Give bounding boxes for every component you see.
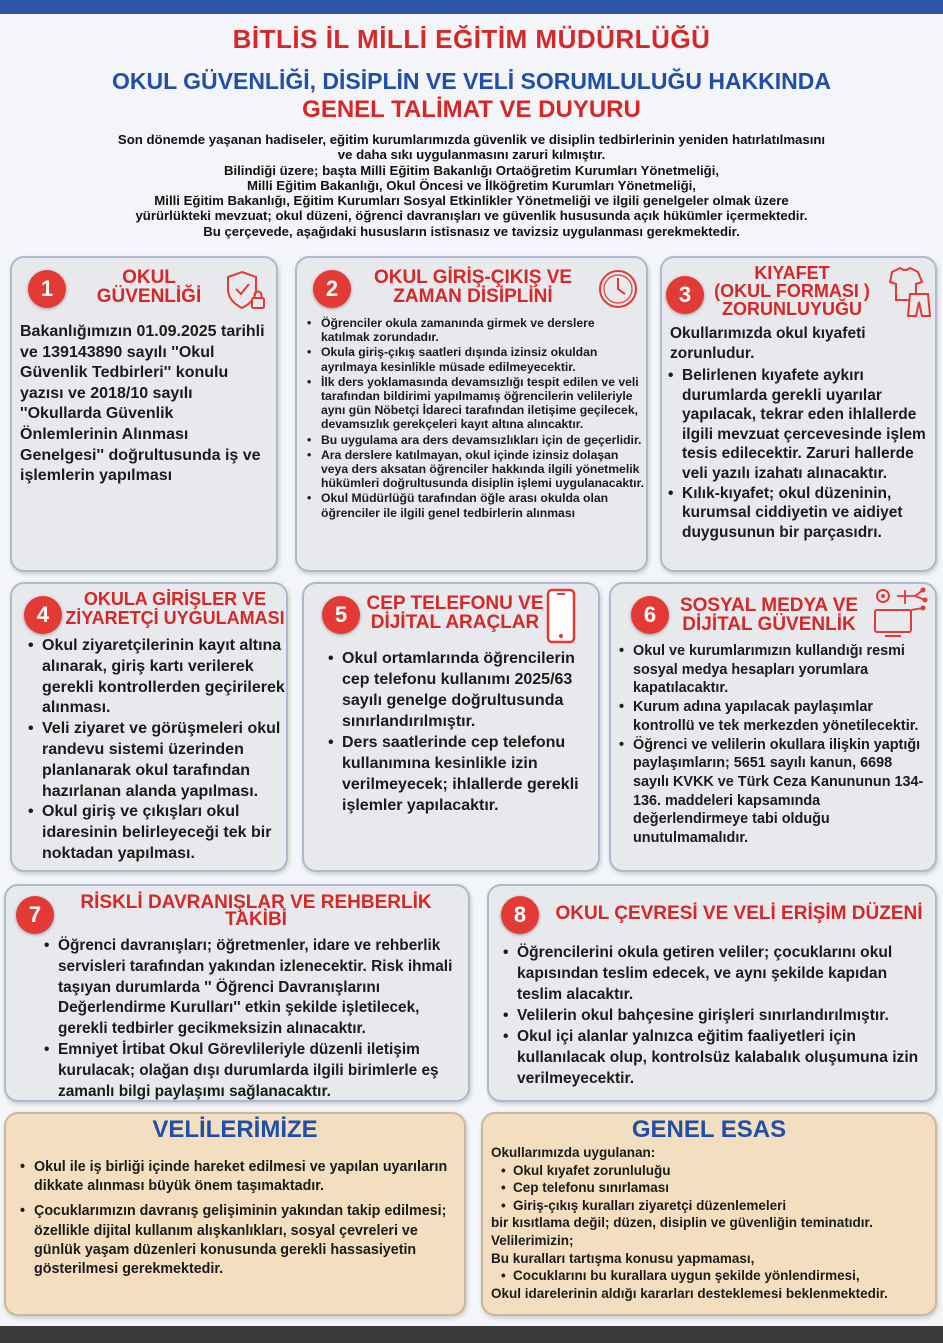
section-1-number: 1 bbox=[28, 270, 66, 308]
genel-bullet: • Okul kıyafet zorunluluğu bbox=[491, 1162, 931, 1180]
intro-line: Bilindiği üzere; başta Milli Eğitim Bakanlığı Ortaöğretim Kurumları Yönetmeliği, bbox=[223, 162, 720, 178]
bottom-bar bbox=[0, 1326, 943, 1343]
section-4-list bbox=[28, 636, 288, 865]
genel-bullet: • Cocuklarını bu kurallara uygun şekilde yönlendirmesi, bbox=[491, 1267, 931, 1285]
list-item: • Veli ziyaret ve görüşmeleri okul randevu sistemi üzerinden planlanarak okul tarafından hazırlanan alanda yapılması. bbox=[28, 719, 288, 802]
clock-icon bbox=[597, 268, 639, 310]
intro-line: yürürlükteki mevzuat; okul düzeni, öğrenci davranışları ve güvenlik hususunda açık hükümler içermektedir. bbox=[135, 208, 808, 224]
section-1-card bbox=[10, 256, 278, 572]
list-item: • Öğrencilerini okula getiren veliler; çocuklarını okul kapısından teslim edecek, ve aynı şekilde kapıdan teslim alacaktır. bbox=[503, 942, 935, 1005]
genel-line: Bu kuralları tartışma konusu yapmaması, bbox=[491, 1250, 755, 1266]
list-item: • Öğrenci davranışları; öğretmenler, idare ve rehberlik servisleri tarafından yakından izlenecektir. Risk ihmali taşıyan durumlarda '' Öğrenci Davranışlarını Değerlendirme Kurulları'' etkin şekilde işletilecek, gerekli tedbirler gecikmeksizin alınacaktır. bbox=[44, 936, 468, 1040]
section-5-title bbox=[364, 594, 546, 632]
list-item: • Çocuklarımızın davranış gelişiminin yakından takip edilmesi; özellikle dijital kullanım alışkanlıkları, sosyal çevreleri ve günlük yaşam düzenleri konusunda gerekli hassasiyetin gösterilmesi gerekmektedir. bbox=[20, 1202, 450, 1279]
section-1-title-text: OKUL GÜVENLİĞİ bbox=[96, 267, 202, 307]
section-2-title bbox=[359, 268, 587, 306]
section-6-title bbox=[671, 596, 867, 634]
section-4-number: 4 bbox=[24, 596, 62, 634]
list-item: • Ara derslere katılmayan, okul içinde izinsiz dolaşan veya ders aksatan öğrenciler hakkında ilgili yönetmelik hükümleri doğrultusunda disiplin işlemi uygulanacaktır. bbox=[307, 448, 645, 491]
genel-line: bir kısıtlama değil; düzen, disiplin ve güvenliğin teminatıdır. bbox=[491, 1215, 873, 1231]
general-principles-title: GENEL ESAS bbox=[631, 1116, 787, 1143]
section-4-title-text: OKULA GİRİŞLER VE ZİYARETÇİ UYGULAMASI bbox=[65, 589, 285, 628]
list-item: • Okul giriş ve çıkışları okul idaresinin belirleyeceği tek bir noktadan yapılması. bbox=[28, 802, 288, 864]
section-7-card bbox=[4, 884, 470, 1102]
section-4-card bbox=[10, 582, 288, 872]
list-item: • Kurum adına yapılacak paylaşımlar kontrollü ve tek merkezden yönetilecektir. bbox=[619, 698, 931, 735]
section-3-title bbox=[702, 264, 882, 318]
intro-line: Bu çerçevede, aşağıdaki hususların istisnasız ve tavizsiz uygulanması gerekmektedir. bbox=[203, 223, 740, 239]
section-6-card bbox=[609, 582, 937, 872]
network-icon bbox=[869, 586, 931, 640]
page-subtitle-2: GENEL TALİMAT VE DUYURU bbox=[302, 96, 641, 123]
genel-bullet: • Cep telefonu sınırlaması bbox=[491, 1179, 931, 1197]
list-item: • Bu uygulama ara ders devamsızlıkları için de geçerlidir. bbox=[307, 433, 645, 447]
section-8-card bbox=[487, 884, 937, 1102]
section-8-number: 8 bbox=[501, 896, 539, 934]
list-item: • Okul ortamlarında öğrencilerin cep telefonu kullanımı 2025/63 sayılı genelge doğrultusunda sınırlandırılmıştır. bbox=[328, 648, 598, 732]
section-1-text: Bakanlığımızın 01.09.2025 tarihli ve 139143890 sayılı ''Okul Güvenlik Tedbirleri'' konulu yazısı ve 2018/10 sayılı ''Okullarda Güvenlik Önlemlerinin Alınması Genelgesi'' doğrultusunda iş ve işlemlerin yapılması bbox=[20, 323, 265, 485]
parents-title: VELİLERİMİZE bbox=[152, 1116, 318, 1143]
section-2-number: 2 bbox=[313, 270, 351, 308]
section-2-card bbox=[295, 256, 648, 572]
top-accent-bar bbox=[0, 0, 943, 14]
section-7-number: 7 bbox=[16, 896, 54, 934]
genel-line: Velilerimizin; bbox=[491, 1232, 574, 1248]
section-6-title-text: SOSYAL MEDYA VE DİJİTAL GÜVENLİK bbox=[679, 595, 859, 635]
section-5-list bbox=[328, 648, 598, 816]
list-item: • Öğrenciler okula zamanında girmek ve derslere katılmak zorundadır. bbox=[307, 316, 645, 344]
section-5-number: 5 bbox=[322, 596, 360, 634]
section-1-title bbox=[84, 268, 214, 306]
intro-line: Son dönemde yaşanan hadiseler, eğitim kurumlarımızda güvenlik ve disiplin tedbirlerinin yeniden hatırlatılmasını bbox=[117, 132, 826, 147]
section-3-list bbox=[668, 366, 932, 542]
list-item: • Ders saatlerinde cep telefonu kullanımına kesinlikle izin verilmeyecek; ihlallerde gerekli işlemler yapılacaktır. bbox=[328, 732, 598, 816]
phone-icon bbox=[546, 588, 576, 644]
section-7-title bbox=[66, 894, 446, 928]
section-2-list bbox=[307, 316, 645, 521]
shield-lock-icon bbox=[222, 268, 268, 314]
list-item: • Okul ile iş birliği içinde hareket edilmesi ve yapılan uyarıların dikkate alınması büyük önem taşımaktadır. bbox=[20, 1158, 450, 1196]
list-item: • Okul Müdürlüğü tarafından öğle arası okulda olan öğrenciler ile ilgili genel tedbirlerin alınması bbox=[307, 491, 645, 519]
section-3-title-text: KIYAFET (OKUL FORMASI ) ZORUNLUYUĞU bbox=[714, 263, 870, 319]
intro-line: ve daha sıkı uygulanmasını zaruri kılmıştır. bbox=[337, 147, 606, 163]
section-2-title-text: OKUL GİRİŞ-ÇIKIŞ VE ZAMAN DİSİPLİNİ bbox=[373, 267, 573, 307]
section-6-number: 6 bbox=[631, 596, 669, 634]
section-8-title: OKUL ÇEVRESİ VE VELİ ERİŞİM DÜZENİ bbox=[555, 903, 923, 924]
parents-card bbox=[4, 1112, 466, 1316]
list-item: • Okul ve kurumlarımızın kullandığı resmi sosyal medya hesapları yorumlara kapatılacaktır. bbox=[619, 642, 931, 698]
genel-line: Okullarımızda uygulanan: bbox=[491, 1145, 656, 1160]
intro-line: Milli Eğitim Bakanlığı, Okul Öncesi ve İlköğretim Kurumları Yönetmeliği, bbox=[247, 177, 696, 193]
section-6-list bbox=[619, 642, 931, 848]
list-item: • İlk ders yoklamasında devamsızlığı tespit edilen ve veli tarafından bildirimi yapılmamış öğrencilerin velileriyle aynı gün Nöbetçi İdareci tarafından iletişime geçilecek, devamsızlık gerekçeleri kayıt altına alıncaktır. bbox=[307, 375, 645, 432]
list-item: • Emniyet İrtibat Okul Görevlileriyle düzenli iletişim kurulacak; olağan dışı durumlarda ilgili birimlerle eş zamanlı bilgi paylaşımı sağlanacaktır. bbox=[44, 1040, 468, 1102]
section-3-intro: Okullarımızda okul kıyafeti zorunludur. bbox=[670, 325, 866, 362]
section-5-card bbox=[302, 582, 600, 872]
genel-line: Okul idarelerinin aldığı kararları desteklemesi beklenmektedir. bbox=[491, 1285, 888, 1301]
section-8-list bbox=[503, 942, 935, 1089]
page-title: BİTLİS İL MİLLİ EĞİTİM MÜDÜRLÜĞÜ bbox=[232, 24, 711, 54]
list-item: • Okul ziyaretçilerinin kayıt altına alınarak, giriş kartı verilerek gerekli kontrollerden geçirilerek alınması. bbox=[28, 636, 288, 719]
section-3-card bbox=[660, 256, 937, 572]
page-subtitle: OKUL GÜVENLİĞİ, DİSİPLİN VE VELİ SORUMLULUĞU HAKKINDA bbox=[112, 68, 831, 94]
list-item: • Okul içi alanlar yalnızca eğitim faaliyetleri için kullanılacak olup, kontrolsüz kalabalık oluşumuna izin verilmeyecektir. bbox=[503, 1026, 935, 1089]
list-item: • Velilerin okul bahçesine girişleri sınırlandırılmıştır. bbox=[503, 1005, 935, 1026]
list-item: • Belirlenen kıyafete aykırı durumlarda gerekli uyarılar yapılacak, tekrar eden ihlallerde ilgili mevzuat çercevesinde işlem tesis edilecektir. Zaruri hallerde veli yazılı izahatı alınacaktır. bbox=[668, 366, 932, 484]
section-7-list bbox=[44, 936, 468, 1102]
parents-list bbox=[20, 1158, 450, 1279]
section-5-title-text: CEP TELEFONU VE DİJİTAL ARAÇLAR bbox=[366, 593, 544, 633]
list-item: • Kılık-kıyafet; okul düzeninin, kurumsal ciddiyetin ve aidiyet duygusunun bir parçasıdrı. bbox=[668, 484, 932, 543]
section-3-number: 3 bbox=[666, 276, 704, 314]
general-principles-card bbox=[481, 1112, 937, 1316]
intro-line: Milli Eğitim Bakanlığı, Eğitim Kurumları Sosyal Etkinlikler Yönetmeliği ve ilgili genelgeler olmak üzere bbox=[154, 193, 789, 209]
list-item: • Okula giriş-çıkış saatleri dışında izinsiz okuldan ayrılmaya kesinlikle müsade edilmeyecektir. bbox=[307, 345, 645, 373]
general-principles-text bbox=[491, 1144, 931, 1302]
intro-paragraph bbox=[20, 132, 923, 239]
list-item: • Öğrenci ve velilerin okullara ilişkin yaptığı paylaşımların; 5651 sayılı kanun, 6698 sayılı KVKK ve Türk Ceza Kanununun 134-136. maddeleri kapsamında değerlendirmeye tabi olduğu unutulmamalıdır. bbox=[619, 736, 931, 848]
uniform-icon bbox=[884, 266, 932, 318]
section-4-title bbox=[64, 590, 286, 628]
section-7-title-text: RİSKLİ DAVRANIŞLAR VE REHBERLİK TAKİBİ bbox=[80, 892, 432, 930]
genel-bullet: • Giriş-çıkış kuralları ziyaretçi düzenlemeleri bbox=[491, 1197, 931, 1215]
